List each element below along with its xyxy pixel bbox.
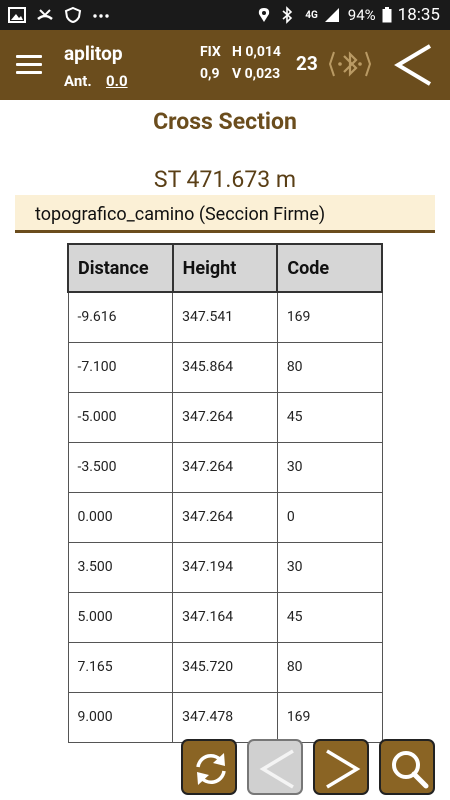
distance-cell: 7.165	[68, 642, 173, 692]
battery-icon	[382, 7, 392, 23]
search-button[interactable]	[379, 739, 435, 795]
next-icon	[321, 747, 365, 791]
app-bar	[0, 30, 450, 100]
column-header-distance: Distance	[68, 244, 173, 292]
height-cell: 347.264	[173, 492, 278, 542]
code-cell: 45	[277, 592, 382, 642]
height-cell: 345.864	[173, 342, 278, 392]
horizontal-precision: H 0,014	[232, 44, 281, 60]
distance-cell: 3.500	[68, 542, 173, 592]
table-row[interactable]	[68, 292, 382, 342]
bluetooth-icon	[281, 7, 299, 23]
status-bar	[0, 0, 450, 30]
next-button[interactable]	[313, 739, 369, 795]
code-cell: 30	[277, 542, 382, 592]
height-cell: 347.194	[173, 542, 278, 592]
back-icon[interactable]	[394, 42, 434, 88]
section-selector[interactable]	[15, 195, 435, 233]
height-cell: 345.720	[173, 642, 278, 692]
distance-cell: 5.000	[68, 592, 173, 642]
fix-status: FIX	[200, 44, 221, 60]
table-row[interactable]	[68, 542, 382, 592]
table-header-row	[68, 244, 382, 292]
distance-cell: 9.000	[68, 692, 173, 742]
station-value: ST 471.673 m	[153, 166, 297, 193]
app-title: aplitop	[64, 42, 123, 65]
table-row[interactable]	[68, 692, 382, 742]
code-cell: 80	[277, 642, 382, 692]
section-name: topografico_camino (Seccion Firme)	[35, 204, 326, 225]
table-row[interactable]	[68, 442, 382, 492]
vertical-precision: V 0,023	[232, 66, 281, 82]
shield-icon	[64, 7, 82, 23]
height-cell: 347.264	[173, 442, 278, 492]
bluetooth-connection-icon[interactable]	[328, 42, 372, 88]
table-row[interactable]	[68, 642, 382, 692]
missed-call-icon	[36, 7, 54, 23]
table-row[interactable]	[68, 342, 382, 392]
image-notification-icon	[8, 7, 26, 23]
refresh-icon	[189, 747, 233, 791]
height-cell: 347.541	[173, 292, 278, 342]
previous-button[interactable]	[247, 739, 303, 795]
code-cell: 0	[277, 492, 382, 542]
clock: 18:35	[397, 5, 440, 25]
previous-icon	[255, 747, 299, 791]
code-cell: 30	[277, 442, 382, 492]
column-header-code: Code	[277, 244, 382, 292]
column-header-height: Height	[173, 244, 278, 292]
menu-icon[interactable]	[16, 55, 42, 75]
more-notifications-icon	[92, 7, 110, 23]
antenna-height-link[interactable]: 0.0	[106, 72, 128, 90]
satellite-count: 23	[296, 52, 318, 75]
refresh-button[interactable]	[181, 739, 237, 795]
height-cell: 347.264	[173, 392, 278, 442]
distance-cell: -9.616	[68, 292, 173, 342]
height-cell: 347.164	[173, 592, 278, 642]
battery-percent: 94%	[347, 6, 376, 24]
signal-icon	[324, 7, 342, 23]
pdop-value: 0,9	[200, 66, 220, 82]
search-icon	[387, 747, 431, 791]
network-type-label: 4G	[305, 9, 318, 21]
code-cell: 169	[277, 692, 382, 742]
page-title: Cross Section	[153, 108, 297, 135]
cross-section-table	[67, 243, 383, 743]
distance-cell: -5.000	[68, 392, 173, 442]
antenna-label: Ant.	[64, 72, 92, 90]
cross-section-table-scroll[interactable]	[67, 243, 383, 725]
table-row[interactable]	[68, 592, 382, 642]
table-row[interactable]	[68, 392, 382, 442]
table-row[interactable]	[68, 492, 382, 542]
height-cell: 347.478	[173, 692, 278, 742]
distance-cell: -3.500	[68, 442, 173, 492]
distance-cell: 0.000	[68, 492, 173, 542]
location-icon	[257, 7, 275, 23]
code-cell: 45	[277, 392, 382, 442]
code-cell: 169	[277, 292, 382, 342]
distance-cell: -7.100	[68, 342, 173, 392]
code-cell: 80	[277, 342, 382, 392]
